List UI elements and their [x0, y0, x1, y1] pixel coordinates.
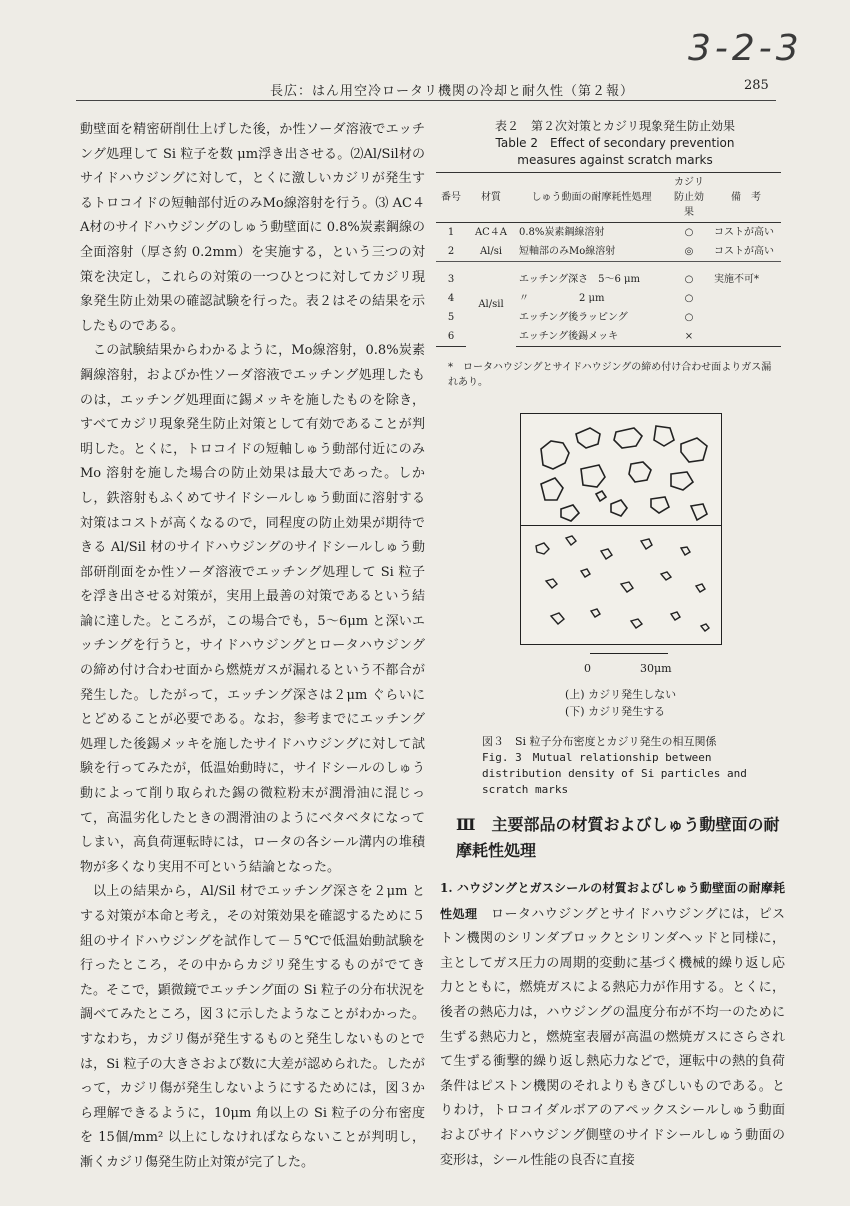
cell-effect: ×: [667, 327, 711, 347]
micrograph-bottom: [520, 525, 722, 645]
scale-label-zero: 0: [584, 662, 591, 675]
table2-footnote: * ロータハウジングとサイドハウジングの締め付け合わせ面よりガス漏れあり。: [448, 362, 772, 388]
cell-no: 3: [436, 262, 466, 290]
col-header-treatment: しゅう動面の耐摩耗性処理: [516, 173, 667, 223]
si-particles-large-icon: [521, 414, 721, 532]
table2-caption-en-1: Table 2 Effect of secondary prevention: [495, 136, 735, 150]
cell-note: コストが高い: [714, 246, 774, 257]
cell-treatment: 0.8%炭素鋼線溶射: [519, 227, 605, 238]
table2: [436, 172, 781, 347]
col-header-effect: カジリ防止効果: [667, 173, 711, 223]
cell-note: [711, 308, 781, 327]
cell-material: Al/si: [479, 246, 503, 257]
col-header-material: 材質: [466, 173, 516, 223]
subsection-title: 1. ハウジングとガスシールの材質およびしゅう動壁面の耐摩耗性処理: [440, 881, 785, 921]
cell-note: 実施不可*: [711, 262, 781, 290]
legend-top: (上) カジリ発生しない: [565, 688, 677, 701]
paragraph-1: 動壁面を精密研削仕上げした後，か性ソーダ溶液でエッチング処理して Si 粒子を数 μm浮き出させる。⑵Al/Sil材のサイドハウジングに対して，とくに激しいカジリが発生するトロコイドの短軸部付近のみMo線溶射を行う。⑶ AC４A材のサイドハウジングのしゅう動壁面に 0.8%炭素鋼線の全面溶射（厚さ約 0.2mm）を実施する，という三つの対策を決定し，これらの対策の一つひとつに対してカジリ現象発生防止効果の確認試験を行った。表２はその結果を示したものである。: [80, 122, 425, 334]
cell-treatment: エッチング後ラッピング: [519, 312, 628, 323]
handwritten-note: 3-2-3: [688, 28, 803, 69]
left-column: [80, 118, 425, 1176]
scale-bar: [590, 653, 668, 662]
table-row: [436, 262, 781, 290]
cell-no: 6: [436, 327, 466, 347]
legend-bottom: (下) カジリ発生する: [565, 705, 666, 718]
header-rule: [76, 100, 776, 101]
cell-effect: ○: [684, 293, 694, 304]
table-row: [436, 242, 781, 262]
subsection-text: ロータハウジングとサイドハウジングには，ピストン機関のシリンダブロックとシリンダヘッドと同様に，主としてガス圧力の周期的変動に基づく機械的繰り返し応力とともに，燃焼ガスによる熱応力が作用する。とくに，後者の熱応力は，ハウジングの温度分布が不均一のために生ずる熱応力と，燃焼室表層が高温の燃焼ガスにさらされて生ずる衝撃的繰り返し熱応力などで，運転中の熱的負荷条件はピストン機関のそれよりもきびしいものである。とりわけ，トロコイダルボアのアペックスシールしゅう動面およびサイドハウジング側壁のサイドシールしゅう動面の変形は，シール性能の良否に直接: [440, 906, 785, 1168]
si-particles-small-icon: [521, 526, 721, 644]
cell-material: Al/sil: [466, 262, 516, 347]
page-number: 285: [744, 78, 769, 93]
cell-effect: ○: [684, 312, 694, 323]
table2-caption-ja: 表２ 第２次対策とカジリ現象発生防止効果: [494, 119, 735, 133]
running-header: 長広：はん用空冷ロータリ機関の冷却と耐久性（第２報）: [270, 84, 635, 99]
cell-treatment: 〃 2 μm: [519, 293, 605, 304]
cell-note: [711, 289, 781, 308]
cell-no: 2: [447, 246, 455, 257]
figure3-caption-en: Fig. 3 Mutual relationship between distribution density of Si particles and scratch marks: [482, 751, 747, 796]
cell-no: 1: [447, 227, 455, 238]
cell-note: [711, 327, 781, 347]
table2-caption: [450, 118, 780, 169]
cell-treatment: エッチング深さ 5～6 μm: [516, 262, 667, 290]
cell-note: コストが高い: [714, 227, 774, 238]
col-header-note: 備 考: [711, 173, 781, 223]
figure3-caption: [482, 734, 792, 798]
cell-treatment: エッチング後錫メッキ: [516, 327, 667, 347]
cell-no: 4: [447, 293, 455, 304]
paragraph-3: 以上の結果から，Al/Sil 材でエッチング深さを２μm とする対策が本命と考え，その対策効果を確認するために５組のサイドハウジングを試作して－５℃で低温始動試験を行ったところ，その中からカジリ発生するものがでてきた。そこで，顕微鏡でエッチング面の Si 粒子の分布状況を調べてみたところ，図３に示したようなことがわかった。すなわち，カジリ傷が発生するものと発生しないものとでは，Si 粒子の大きさおよび数に大差が認められた。したがって，カジリ傷が発生しないようにするためには，図３から理解できるように，10μm 角以上の Si 粒子の分布密度を 15個/mm² 以上にしなければならないことが判明し，漸くカジリ傷発生防止対策が完了した。: [80, 884, 425, 1170]
col-header-no: 番号: [436, 173, 466, 223]
paragraph-2: この試験結果からわかるように，Mo線溶射，0.8%炭素鋼線溶射，およびか性ソーダ溶液でエッチング処理したものは，エッチング処理面に錫メッキを施したものを除き，すべてカジリ現象発生防止対策として有効であることが判明した。とくに，トロコイドの短軸しゅう動部付近にのみ Mo 溶射を施した場合の防止効果は最大であった。しかし，鉄溶射もふくめてサイドシールしゅう動面に溶射する対策はコストが高くなるので，同程度の防止効果が期待できる Al/Sil 材のサイドハウジングのサイドシールしゅう動部研削面をか性ソーダ溶液でエッチング処理して Si 粒子を浮き出させる対策が，実用上最善の対策であるという結論に達した。ところが，この場合でも，5～6μm と深いエッチングを行うと，サイドハウジングとロータハウジングの締め付け合わせ面から燃焼ガスが漏れるという不都合が発生した。したがって，エッチング深さは２μm ぐらいにとどめることが必要である。なお，参考までにエッチング処理した後錫メッキを施したサイドハウジングに対して試験を行ってみたが，低温始動時に，サイドシールのしゅう動によって削り取られた錫の微粒粉末が潤滑油に混じって，高温劣化したときの潤滑油のようにベタベタになってしまい，高負荷運転時には，ロータの各シール溝内の堆積物が多くなり実用不可という結論となった。: [80, 343, 425, 875]
scale-label-max: 30μm: [640, 662, 672, 675]
cell-effect: ◎: [684, 246, 694, 257]
cell-effect: ○: [684, 227, 694, 238]
cell-material: AC４A: [474, 227, 508, 238]
table2-caption-en-2: measures against scratch marks: [517, 153, 713, 167]
figure3-caption-ja: 図３ Si 粒子分布密度とカジリ発生の相互関係: [482, 735, 717, 748]
table-row: [436, 223, 781, 243]
cell-effect: ○: [667, 262, 711, 290]
section-heading: Ⅲ 主要部品の材質およびしゅう動壁面の耐摩耗性処理: [456, 815, 780, 860]
cell-no: 5: [447, 312, 455, 323]
subsection-1: [440, 876, 785, 1173]
micrograph-top: [520, 413, 722, 533]
cell-treatment: 短軸部のみMo線溶射: [519, 246, 616, 257]
